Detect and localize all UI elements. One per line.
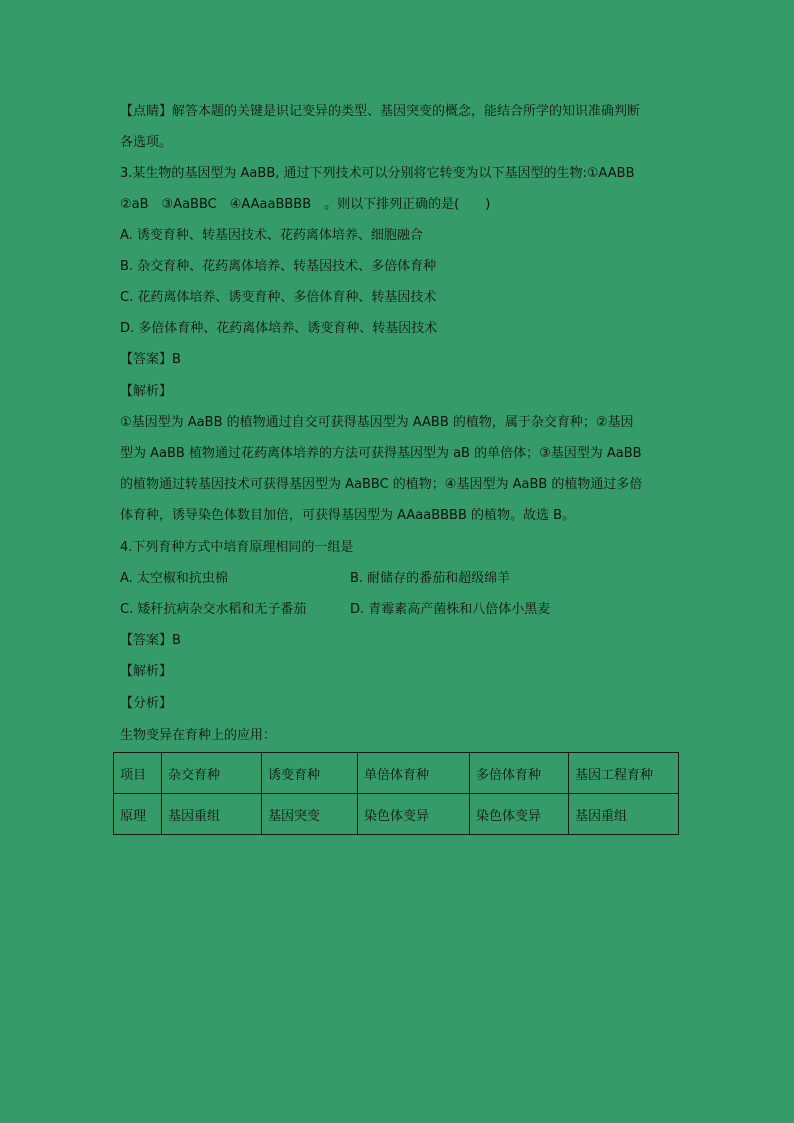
question-3-answer: 【答案】B	[120, 352, 181, 367]
table-cell: 基因工程育种	[569, 753, 679, 794]
question-4-answer: 【答案】B	[120, 633, 181, 648]
question-3-analysis-line: 的植物通过转基因技术可获得基因型为 AaBBC 的植物；④基因型为 AaBB 的植物通过多倍	[120, 477, 643, 492]
table-row	[114, 794, 679, 835]
key-point-line: 【点睛】解答本题的关键是识记变异的类型、基因突变的概念，能结合所学的知识准确判断	[120, 104, 641, 119]
question-3-analysis-line: 型为 AaBB 植物通过花药离体培养的方法可获得基因型为 aB 的单倍体；③基因型为 AaBB	[120, 446, 642, 461]
table-cell: 基因突变	[262, 794, 358, 835]
table-caption: 生物变异在育种上的应用：	[120, 728, 277, 743]
table-cell: 单倍体育种	[358, 753, 470, 794]
table-cell: 项目	[114, 753, 162, 794]
question-4-stem: 4.下列育种方式中培育原理相同的一组是	[120, 540, 354, 555]
table-cell: 杂交育种	[162, 753, 262, 794]
question-4-option-a: A. 太空椒和抗虫棉	[120, 571, 228, 586]
table-cell: 染色体变异	[358, 794, 470, 835]
table-cell: 基因重组	[162, 794, 262, 835]
question-3-stem-cont: ②aB ③AaBBC ④AAaaBBBB 。则以下排列正确的是( )	[120, 197, 491, 212]
question-4-analysis-heading: 【解析】	[120, 664, 173, 679]
question-3-stem: 3.某生物的基因型为 AaBB, 通过下列技术可以分别将它转变为以下基因型的生物:①AABB	[120, 166, 635, 181]
question-4-option-d: D. 青霉素高产菌株和八倍体小黑麦	[350, 602, 551, 617]
question-3-analysis-line: 体育种，诱导染色体数目加倍，可获得基因型为 AAaaBBBB 的植物。故选 B。	[120, 508, 576, 523]
question-3-option-c: C. 花药离体培养、诱变育种、多倍体育种、转基因技术	[120, 290, 437, 305]
question-4-option-c: C. 矮秆抗病杂交水稻和无子番茄	[120, 602, 307, 617]
breeding-table	[113, 752, 679, 835]
question-3-option-b: B. 杂交育种、花药离体培养、转基因技术、多倍体育种	[120, 259, 437, 274]
table-cell: 原理	[114, 794, 162, 835]
question-4-analyze-heading: 【分析】	[120, 696, 173, 711]
table-cell: 多倍体育种	[470, 753, 569, 794]
question-4-option-b: B. 耐储存的番茄和超级绵羊	[350, 571, 511, 586]
question-3-option-d: D. 多倍体育种、花药离体培养、诱变育种、转基因技术	[120, 321, 438, 336]
table-cell: 诱变育种	[262, 753, 358, 794]
question-3-analysis-line: ①基因型为 AaBB 的植物通过自交可获得基因型为 AABB 的植物，属于杂交育种；②基因	[120, 415, 634, 430]
question-3-option-a: A. 诱变育种、转基因技术、花药离体培养、细胞融合	[120, 228, 423, 243]
table-cell: 基因重组	[569, 794, 679, 835]
key-point-line-end: 各选项。	[120, 135, 173, 150]
table-row	[114, 753, 679, 794]
table-cell: 染色体变异	[470, 794, 569, 835]
question-3-analysis-heading: 【解析】	[120, 384, 173, 399]
